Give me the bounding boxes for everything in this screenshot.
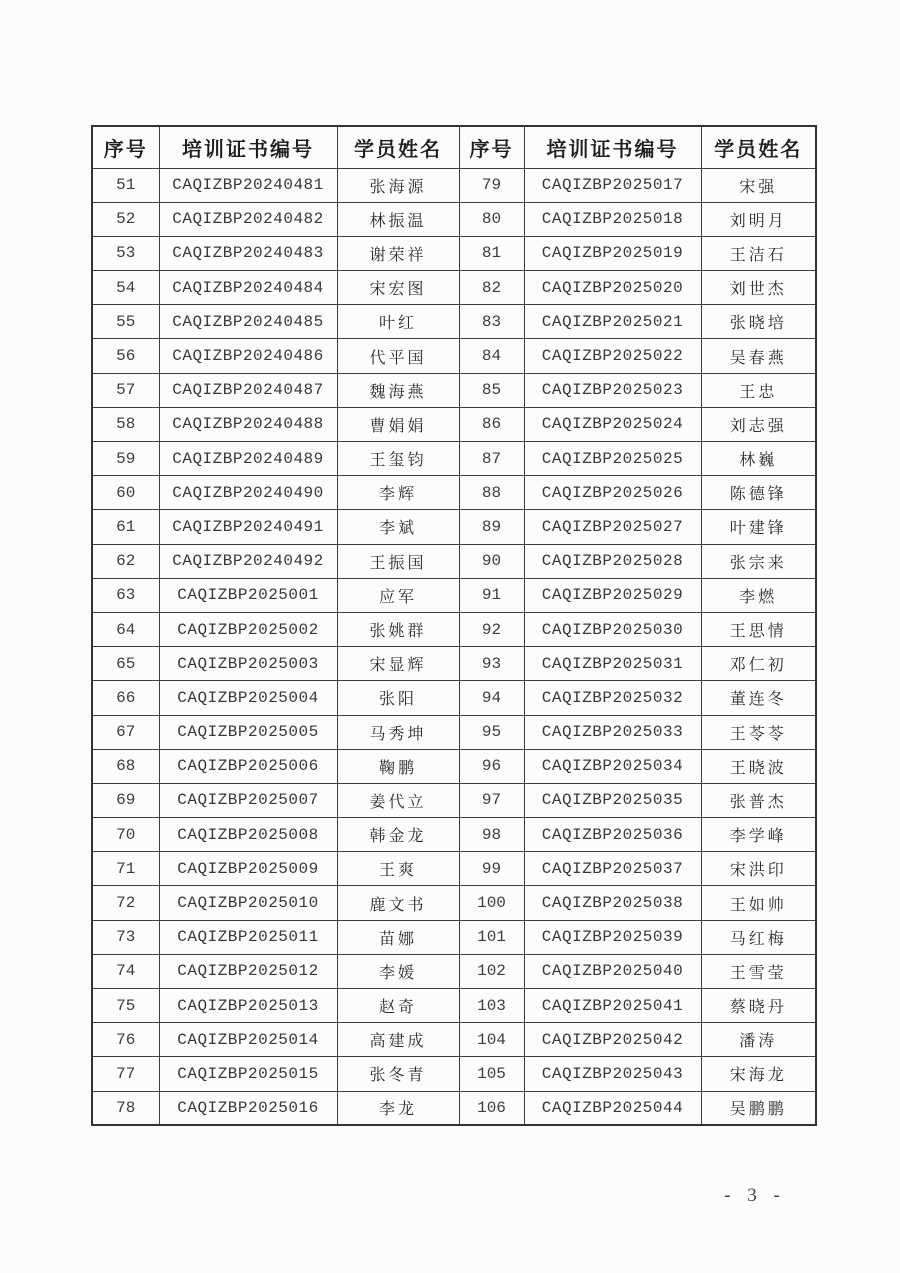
certificate-cell: CAQIZBP20240484 (159, 271, 337, 305)
certificate-cell: CAQIZBP2025012 (159, 954, 337, 988)
serial-cell: 56 (92, 339, 159, 373)
certificate-cell: CAQIZBP2025011 (159, 920, 337, 954)
certificate-cell: CAQIZBP2025018 (524, 202, 701, 236)
serial-cell: 80 (459, 202, 524, 236)
name-cell: 应军 (337, 578, 459, 612)
name-cell: 鹿文书 (337, 886, 459, 920)
name-cell: 马红梅 (701, 920, 816, 954)
certificate-cell: CAQIZBP2025039 (524, 920, 701, 954)
table-row (92, 476, 816, 510)
name-cell: 王如帅 (701, 886, 816, 920)
serial-cell: 88 (459, 476, 524, 510)
serial-cell: 90 (459, 544, 524, 578)
serial-cell: 105 (459, 1057, 524, 1091)
certificate-cell: CAQIZBP20240487 (159, 373, 337, 407)
serial-cell: 67 (92, 715, 159, 749)
name-cell: 李龙 (337, 1091, 459, 1125)
serial-cell: 86 (459, 407, 524, 441)
table-row (92, 989, 816, 1023)
name-cell: 高建成 (337, 1023, 459, 1057)
table-row (92, 954, 816, 988)
name-cell: 王爽 (337, 852, 459, 886)
certificate-cell: CAQIZBP20240482 (159, 202, 337, 236)
serial-cell: 102 (459, 954, 524, 988)
certificate-cell: CAQIZBP2025028 (524, 544, 701, 578)
header-certificate-right: 培训证书编号 (524, 126, 701, 168)
serial-cell: 89 (459, 510, 524, 544)
header-row (92, 126, 816, 168)
serial-cell: 92 (459, 612, 524, 646)
certificate-cell: CAQIZBP20240490 (159, 476, 337, 510)
serial-cell: 104 (459, 1023, 524, 1057)
certificate-cell: CAQIZBP2025044 (524, 1091, 701, 1125)
serial-cell: 78 (92, 1091, 159, 1125)
table-row (92, 168, 816, 202)
serial-cell: 85 (459, 373, 524, 407)
name-cell: 鞠鹏 (337, 749, 459, 783)
certificate-cell: CAQIZBP2025020 (524, 271, 701, 305)
certificate-cell: CAQIZBP2025034 (524, 749, 701, 783)
certificate-cell: CAQIZBP2025002 (159, 612, 337, 646)
certificate-cell: CAQIZBP2025004 (159, 681, 337, 715)
name-cell: 王洁石 (701, 236, 816, 270)
serial-cell: 70 (92, 818, 159, 852)
certificate-cell: CAQIZBP20240485 (159, 305, 337, 339)
name-cell: 刘明月 (701, 202, 816, 236)
serial-cell: 74 (92, 954, 159, 988)
serial-cell: 99 (459, 852, 524, 886)
name-cell: 李媛 (337, 954, 459, 988)
name-cell: 张姚群 (337, 612, 459, 646)
table-row (92, 886, 816, 920)
name-cell: 王思情 (701, 612, 816, 646)
certificate-cell: CAQIZBP2025006 (159, 749, 337, 783)
name-cell: 宋显辉 (337, 647, 459, 681)
table-row (92, 1057, 816, 1091)
serial-cell: 61 (92, 510, 159, 544)
table-row (92, 1023, 816, 1057)
name-cell: 苗娜 (337, 920, 459, 954)
certificate-cell: CAQIZBP20240486 (159, 339, 337, 373)
serial-cell: 62 (92, 544, 159, 578)
certificate-cell: CAQIZBP2025042 (524, 1023, 701, 1057)
certificate-cell: CAQIZBP20240488 (159, 407, 337, 441)
table-row (92, 510, 816, 544)
name-cell: 叶建锋 (701, 510, 816, 544)
table-row (92, 783, 816, 817)
certificate-cell: CAQIZBP2025017 (524, 168, 701, 202)
certificate-cell: CAQIZBP2025024 (524, 407, 701, 441)
certificate-cell: CAQIZBP2025041 (524, 989, 701, 1023)
serial-cell: 96 (459, 749, 524, 783)
certificate-cell: CAQIZBP2025005 (159, 715, 337, 749)
table-row (92, 852, 816, 886)
table-row (92, 681, 816, 715)
table-row (92, 305, 816, 339)
name-cell: 代平国 (337, 339, 459, 373)
serial-cell: 59 (92, 442, 159, 476)
certificate-cell: CAQIZBP2025013 (159, 989, 337, 1023)
serial-cell: 69 (92, 783, 159, 817)
name-cell: 张宗来 (701, 544, 816, 578)
name-cell: 谢荣祥 (337, 236, 459, 270)
certificate-cell: CAQIZBP2025040 (524, 954, 701, 988)
serial-cell: 52 (92, 202, 159, 236)
name-cell: 宋强 (701, 168, 816, 202)
certificate-cell: CAQIZBP20240492 (159, 544, 337, 578)
name-cell: 马秀坤 (337, 715, 459, 749)
certificate-cell: CAQIZBP2025043 (524, 1057, 701, 1091)
serial-cell: 65 (92, 647, 159, 681)
serial-cell: 51 (92, 168, 159, 202)
table-row (92, 1091, 816, 1125)
name-cell: 吴鹏鹏 (701, 1091, 816, 1125)
table-row (92, 202, 816, 236)
name-cell: 张冬青 (337, 1057, 459, 1091)
name-cell: 王忠 (701, 373, 816, 407)
name-cell: 张普杰 (701, 783, 816, 817)
name-cell: 张海源 (337, 168, 459, 202)
name-cell: 张晓培 (701, 305, 816, 339)
certificate-cell: CAQIZBP2025015 (159, 1057, 337, 1091)
table-row (92, 612, 816, 646)
serial-cell: 68 (92, 749, 159, 783)
name-cell: 宋海龙 (701, 1057, 816, 1091)
certificate-cell: CAQIZBP2025031 (524, 647, 701, 681)
serial-cell: 98 (459, 818, 524, 852)
table-body (92, 168, 816, 1125)
name-cell: 姜代立 (337, 783, 459, 817)
serial-cell: 75 (92, 989, 159, 1023)
serial-cell: 83 (459, 305, 524, 339)
serial-cell: 87 (459, 442, 524, 476)
table-row (92, 442, 816, 476)
serial-cell: 72 (92, 886, 159, 920)
name-cell: 李斌 (337, 510, 459, 544)
serial-cell: 53 (92, 236, 159, 270)
table-row (92, 818, 816, 852)
certificate-cell: CAQIZBP2025022 (524, 339, 701, 373)
serial-cell: 58 (92, 407, 159, 441)
serial-cell: 64 (92, 612, 159, 646)
serial-cell: 103 (459, 989, 524, 1023)
serial-cell: 55 (92, 305, 159, 339)
certificate-cell: CAQIZBP20240481 (159, 168, 337, 202)
page-number: - 3 - (724, 1185, 786, 1206)
name-cell: 潘涛 (701, 1023, 816, 1057)
serial-cell: 54 (92, 271, 159, 305)
header-serial-left: 序号 (92, 126, 159, 168)
name-cell: 李辉 (337, 476, 459, 510)
name-cell: 李学峰 (701, 818, 816, 852)
serial-cell: 63 (92, 578, 159, 612)
serial-cell: 73 (92, 920, 159, 954)
table-row (92, 407, 816, 441)
certificate-cell: CAQIZBP2025037 (524, 852, 701, 886)
header-certificate-left: 培训证书编号 (159, 126, 337, 168)
name-cell: 李燃 (701, 578, 816, 612)
table-row (92, 647, 816, 681)
certificate-cell: CAQIZBP20240489 (159, 442, 337, 476)
table-row (92, 715, 816, 749)
header-name-right: 学员姓名 (701, 126, 816, 168)
table-row (92, 544, 816, 578)
certificate-cell: CAQIZBP2025007 (159, 783, 337, 817)
serial-cell: 93 (459, 647, 524, 681)
name-cell: 董连冬 (701, 681, 816, 715)
name-cell: 曹娟娟 (337, 407, 459, 441)
serial-cell: 66 (92, 681, 159, 715)
certificate-cell: CAQIZBP2025003 (159, 647, 337, 681)
name-cell: 韩金龙 (337, 818, 459, 852)
name-cell: 邓仁初 (701, 647, 816, 681)
name-cell: 蔡晓丹 (701, 989, 816, 1023)
certificate-cell: CAQIZBP2025001 (159, 578, 337, 612)
name-cell: 刘世杰 (701, 271, 816, 305)
certificate-cell: CAQIZBP2025033 (524, 715, 701, 749)
serial-cell: 79 (459, 168, 524, 202)
serial-cell: 94 (459, 681, 524, 715)
serial-cell: 91 (459, 578, 524, 612)
certificate-cell: CAQIZBP2025009 (159, 852, 337, 886)
name-cell: 张阳 (337, 681, 459, 715)
certificate-cell: CAQIZBP2025016 (159, 1091, 337, 1125)
serial-cell: 82 (459, 271, 524, 305)
certificate-cell: CAQIZBP2025025 (524, 442, 701, 476)
table-row (92, 749, 816, 783)
table-row (92, 373, 816, 407)
table-row (92, 578, 816, 612)
name-cell: 陈德锋 (701, 476, 816, 510)
certificate-cell: CAQIZBP2025010 (159, 886, 337, 920)
name-cell: 刘志强 (701, 407, 816, 441)
name-cell: 吴春燕 (701, 339, 816, 373)
name-cell: 林巍 (701, 442, 816, 476)
certificate-cell: CAQIZBP2025026 (524, 476, 701, 510)
name-cell: 王玺钧 (337, 442, 459, 476)
certificate-cell: CAQIZBP2025035 (524, 783, 701, 817)
certificate-cell: CAQIZBP2025027 (524, 510, 701, 544)
name-cell: 魏海燕 (337, 373, 459, 407)
serial-cell: 106 (459, 1091, 524, 1125)
certificate-roster-table (91, 125, 817, 1126)
name-cell: 林振温 (337, 202, 459, 236)
table-row (92, 236, 816, 270)
certificate-cell: CAQIZBP2025021 (524, 305, 701, 339)
serial-cell: 71 (92, 852, 159, 886)
table-row (92, 271, 816, 305)
table-row (92, 339, 816, 373)
certificate-cell: CAQIZBP2025036 (524, 818, 701, 852)
serial-cell: 60 (92, 476, 159, 510)
serial-cell: 76 (92, 1023, 159, 1057)
certificate-cell: CAQIZBP2025032 (524, 681, 701, 715)
certificate-cell: CAQIZBP2025008 (159, 818, 337, 852)
name-cell: 王雪莹 (701, 954, 816, 988)
certificate-cell: CAQIZBP20240483 (159, 236, 337, 270)
serial-cell: 81 (459, 236, 524, 270)
certificate-cell: CAQIZBP2025019 (524, 236, 701, 270)
name-cell: 王振国 (337, 544, 459, 578)
certificate-cell: CAQIZBP2025030 (524, 612, 701, 646)
header-name-left: 学员姓名 (337, 126, 459, 168)
name-cell: 宋宏图 (337, 271, 459, 305)
serial-cell: 95 (459, 715, 524, 749)
name-cell: 赵奇 (337, 989, 459, 1023)
name-cell: 叶红 (337, 305, 459, 339)
serial-cell: 101 (459, 920, 524, 954)
serial-cell: 100 (459, 886, 524, 920)
certificate-cell: CAQIZBP2025029 (524, 578, 701, 612)
table-header (92, 126, 816, 168)
certificate-cell: CAQIZBP20240491 (159, 510, 337, 544)
serial-cell: 77 (92, 1057, 159, 1091)
certificate-cell: CAQIZBP2025014 (159, 1023, 337, 1057)
certificate-cell: CAQIZBP2025038 (524, 886, 701, 920)
name-cell: 王晓波 (701, 749, 816, 783)
serial-cell: 57 (92, 373, 159, 407)
serial-cell: 97 (459, 783, 524, 817)
name-cell: 王苓苓 (701, 715, 816, 749)
certificate-cell: CAQIZBP2025023 (524, 373, 701, 407)
name-cell: 宋洪印 (701, 852, 816, 886)
header-serial-right: 序号 (459, 126, 524, 168)
table-row (92, 920, 816, 954)
serial-cell: 84 (459, 339, 524, 373)
